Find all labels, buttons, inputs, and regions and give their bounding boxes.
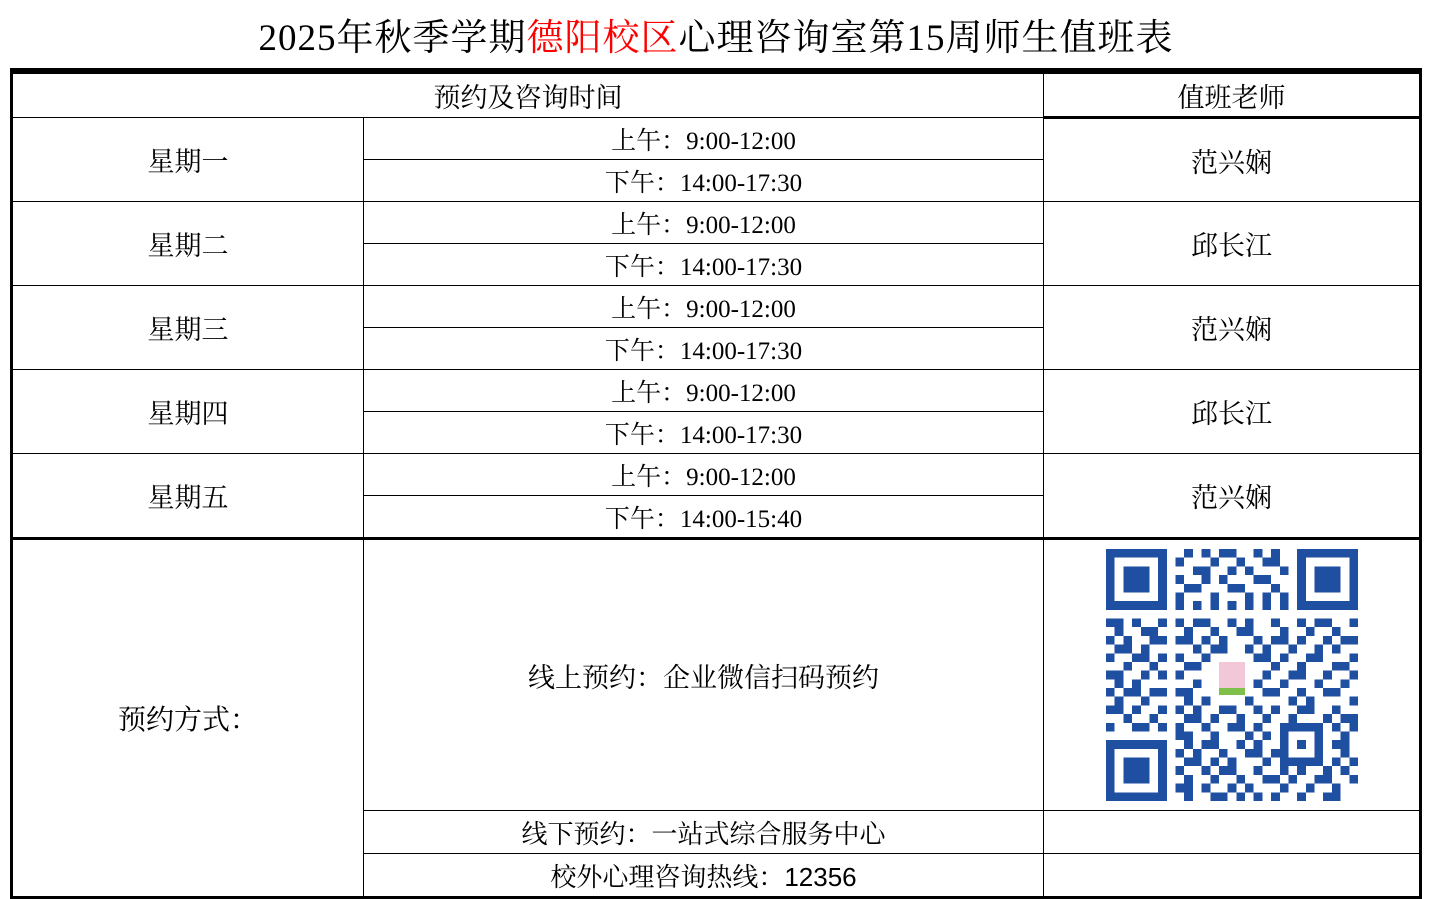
table-row	[12, 118, 1421, 160]
page-title	[259, 7, 1174, 61]
time-afternoon: 下午：14:00-17:30	[364, 328, 1044, 370]
day-label: 星期三	[12, 286, 364, 370]
qr-code-cell	[1044, 539, 1421, 811]
day-label: 星期四	[12, 370, 364, 454]
booking-offline-text: 线下预约：一站式综合服务中心	[364, 811, 1044, 854]
qr-code-wrapper	[1044, 549, 1419, 801]
time-afternoon: 下午：14:00-17:30	[364, 244, 1044, 286]
day-label: 星期二	[12, 202, 364, 286]
time-afternoon: 下午：14:00-17:30	[364, 412, 1044, 454]
table-header-row	[12, 73, 1421, 118]
booking-hotline-text: 校外心理咨询热线：12356	[364, 854, 1044, 898]
teacher-name: 范兴娴	[1044, 118, 1421, 202]
teacher-name: 范兴娴	[1044, 454, 1421, 539]
booking-online-text: 线上预约：企业微信扫码预约	[364, 539, 1044, 811]
header-teacher: 值班老师	[1044, 73, 1421, 118]
time-morning: 上午：9:00-12:00	[364, 286, 1044, 328]
day-label: 星期五	[12, 454, 364, 539]
time-morning: 上午：9:00-12:00	[364, 118, 1044, 160]
time-morning: 上午：9:00-12:00	[364, 202, 1044, 244]
qr-cell-spacer-1	[1044, 811, 1421, 854]
document-title-row	[10, 0, 1422, 71]
header-time: 预约及咨询时间	[12, 73, 1044, 118]
booking-method-label: 预约方式：	[12, 539, 364, 898]
qr-code-icon	[1106, 549, 1358, 801]
table-row	[12, 454, 1421, 496]
teacher-name: 邱长江	[1044, 202, 1421, 286]
table-row	[12, 370, 1421, 412]
time-afternoon: 下午：14:00-17:30	[364, 160, 1044, 202]
time-afternoon: 下午：14:00-15:40	[364, 496, 1044, 539]
time-morning: 上午：9:00-12:00	[364, 370, 1044, 412]
teacher-name: 邱长江	[1044, 370, 1421, 454]
booking-row-online	[12, 539, 1421, 811]
title-highlight: 德阳校区	[526, 18, 679, 59]
table-row	[12, 286, 1421, 328]
qr-cell-spacer-2	[1044, 854, 1421, 898]
day-label: 星期一	[12, 118, 364, 202]
title-prefix: 2025年秋季学期	[258, 18, 527, 59]
table-row	[12, 202, 1421, 244]
title-suffix: 心理咨询室第15周师生值班表	[678, 18, 1174, 59]
duty-schedule-table	[10, 71, 1422, 899]
time-morning: 上午：9:00-12:00	[364, 454, 1044, 496]
teacher-name: 范兴娴	[1044, 286, 1421, 370]
